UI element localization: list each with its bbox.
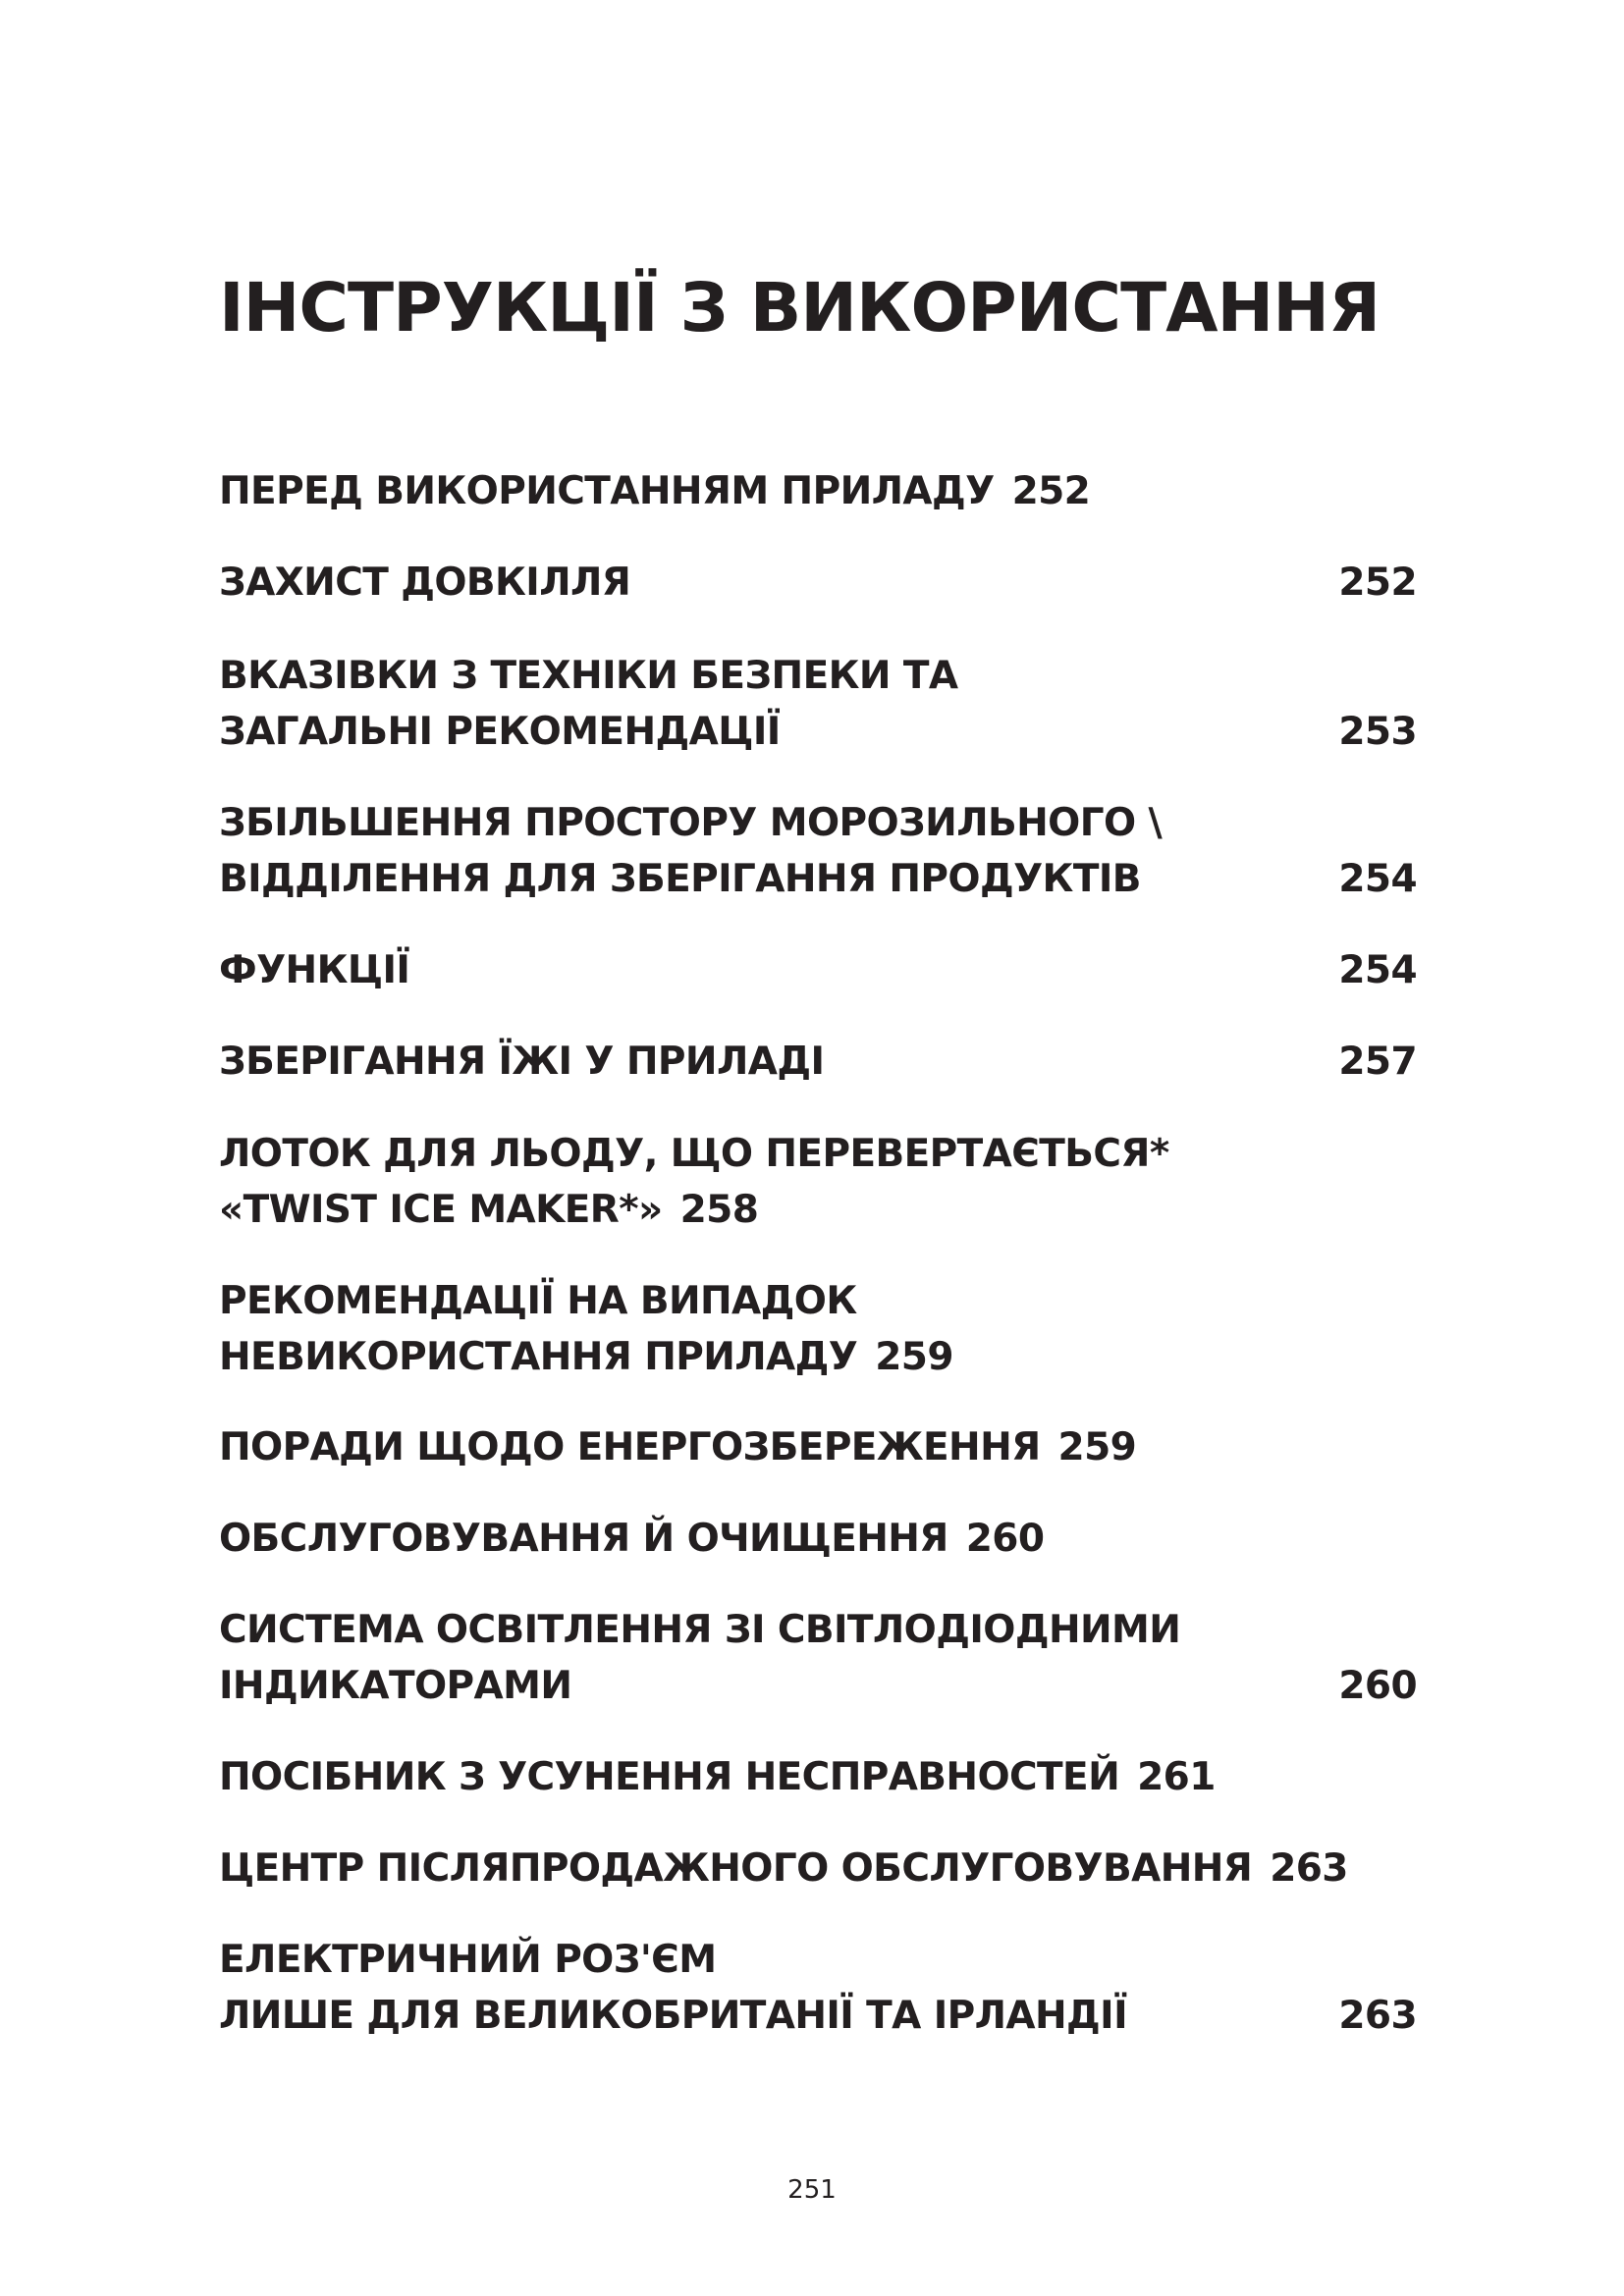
toc-entry-line xyxy=(219,1511,1417,1567)
toc-entry-title: ЗБЕРІГАННЯ ЇЖІ У ПРИЛАДІ xyxy=(219,1040,825,1084)
toc-entry-page: 253 xyxy=(1338,710,1417,754)
toc-entry-line xyxy=(219,1273,1417,1329)
toc-entry-line xyxy=(219,1988,1417,2044)
toc-entry-line xyxy=(219,463,1417,519)
toc-entry xyxy=(219,1602,1417,1714)
toc-entry-page: 257 xyxy=(1338,1040,1417,1084)
toc-entry-line xyxy=(219,704,1417,760)
toc-entry-page: 263 xyxy=(1338,1994,1417,2038)
toc-entry-page: 259 xyxy=(875,1335,953,1379)
toc-entry-line xyxy=(219,795,1417,851)
toc-entry-page: 260 xyxy=(1338,1664,1417,1708)
toc-entry-title: РЕКОМЕНДАЦІЇ НА ВИПАДОК xyxy=(219,1279,857,1323)
toc-entry-page: 261 xyxy=(1137,1755,1216,1799)
toc-entry xyxy=(219,648,1417,760)
page-number: 251 xyxy=(787,2175,837,2205)
toc-entry xyxy=(219,1841,1417,1896)
toc-entry-line xyxy=(219,851,1417,907)
toc-entry-line xyxy=(219,1841,1417,1896)
toc-entry-title: ІНДИКАТОРАМИ xyxy=(219,1664,572,1708)
toc-entry-title: НЕВИКОРИСТАННЯ ПРИЛАДУ xyxy=(219,1335,858,1379)
toc-entry xyxy=(219,1749,1417,1805)
toc-entry-page: 260 xyxy=(965,1517,1045,1561)
toc-entry-line xyxy=(219,1419,1417,1475)
toc-entry xyxy=(219,1126,1417,1238)
toc-entry xyxy=(219,795,1417,907)
toc-entry-title: ФУНКЦІЇ xyxy=(219,948,410,992)
toc-entry-title: ЗБІЛЬШЕННЯ ПРОСТОРУ МОРОЗИЛЬНОГО \ xyxy=(219,801,1163,845)
toc-entry-line xyxy=(219,648,1417,704)
toc-entry-line xyxy=(219,1329,1417,1385)
toc-entry-line xyxy=(219,1126,1417,1182)
toc-entry-title: ЕЛЕКТРИЧНИЙ РОЗ'ЄМ xyxy=(219,1938,717,1982)
toc-entry xyxy=(219,1034,1417,1090)
toc-entry-line xyxy=(219,555,1417,611)
toc-entry-title: ЛОТОК ДЛЯ ЛЬОДУ, ЩО ПЕРЕВЕРТАЄТЬСЯ* xyxy=(219,1132,1169,1176)
toc-entry-page: 254 xyxy=(1338,857,1417,901)
toc-entry-line xyxy=(219,1034,1417,1090)
toc-entry-title: ЗАХИСТ ДОВКІЛЛЯ xyxy=(219,561,631,605)
toc-entry-line xyxy=(219,1749,1417,1805)
toc-entry xyxy=(219,942,1417,998)
toc-entry-page: 254 xyxy=(1338,948,1417,992)
toc-entry xyxy=(219,1273,1417,1385)
toc-entry xyxy=(219,555,1417,611)
toc-entry-line xyxy=(219,1602,1417,1658)
toc-entry-title: ОБСЛУГОВУВАННЯ Й ОЧИЩЕННЯ xyxy=(219,1517,948,1561)
toc-entry-line xyxy=(219,1932,1417,1988)
toc-entry xyxy=(219,1419,1417,1475)
toc-entry-title: ВІДДІЛЕННЯ ДЛЯ ЗБЕРІГАННЯ ПРОДУКТІВ xyxy=(219,857,1141,901)
toc-entry-page: 258 xyxy=(679,1188,759,1232)
table-of-contents xyxy=(219,0,1417,2296)
toc-entry-line xyxy=(219,1658,1417,1714)
toc-entry-title: ПОСІБНИК З УСУНЕННЯ НЕСПРАВНОСТЕЙ xyxy=(219,1755,1120,1799)
toc-entry-title: «TWIST ICE MAKER*» xyxy=(219,1188,663,1232)
toc-entry-page: 259 xyxy=(1057,1425,1137,1469)
toc-entry-page: 252 xyxy=(1011,469,1091,513)
toc-entry-page: 263 xyxy=(1270,1846,1348,1891)
toc-entry-line xyxy=(219,1182,1417,1238)
toc-entry-title: ПЕРЕД ВИКОРИСТАННЯМ ПРИЛАДУ xyxy=(219,469,995,513)
toc-entry-title: ВКАЗІВКИ З ТЕХНІКИ БЕЗПЕКИ ТА xyxy=(219,654,958,698)
toc-entry-title: ЛИШЕ ДЛЯ ВЕЛИКОБРИТАНІЇ ТА ІРЛАНДІЇ xyxy=(219,1994,1127,2038)
toc-entry-line xyxy=(219,942,1417,998)
toc-entry-title: ЦЕНТР ПІСЛЯПРОДАЖНОГО ОБСЛУГОВУВАННЯ xyxy=(219,1846,1253,1891)
toc-entry-title: СИСТЕМА ОСВІТЛЕННЯ ЗІ СВІТЛОДІОДНИМИ xyxy=(219,1608,1181,1652)
page-title: ІНСТРУКЦІЇ З ВИКОРИСТАННЯ xyxy=(219,269,1380,347)
toc-entry xyxy=(219,1932,1417,2044)
toc-entry-title: ПОРАДИ ЩОДО ЕНЕРГОЗБЕРЕЖЕННЯ xyxy=(219,1425,1041,1469)
toc-entry-page: 252 xyxy=(1338,561,1417,605)
toc-entry xyxy=(219,1511,1417,1567)
toc-entry xyxy=(219,463,1417,519)
toc-entry-title: ЗАГАЛЬНІ РЕКОМЕНДАЦІЇ xyxy=(219,710,781,754)
